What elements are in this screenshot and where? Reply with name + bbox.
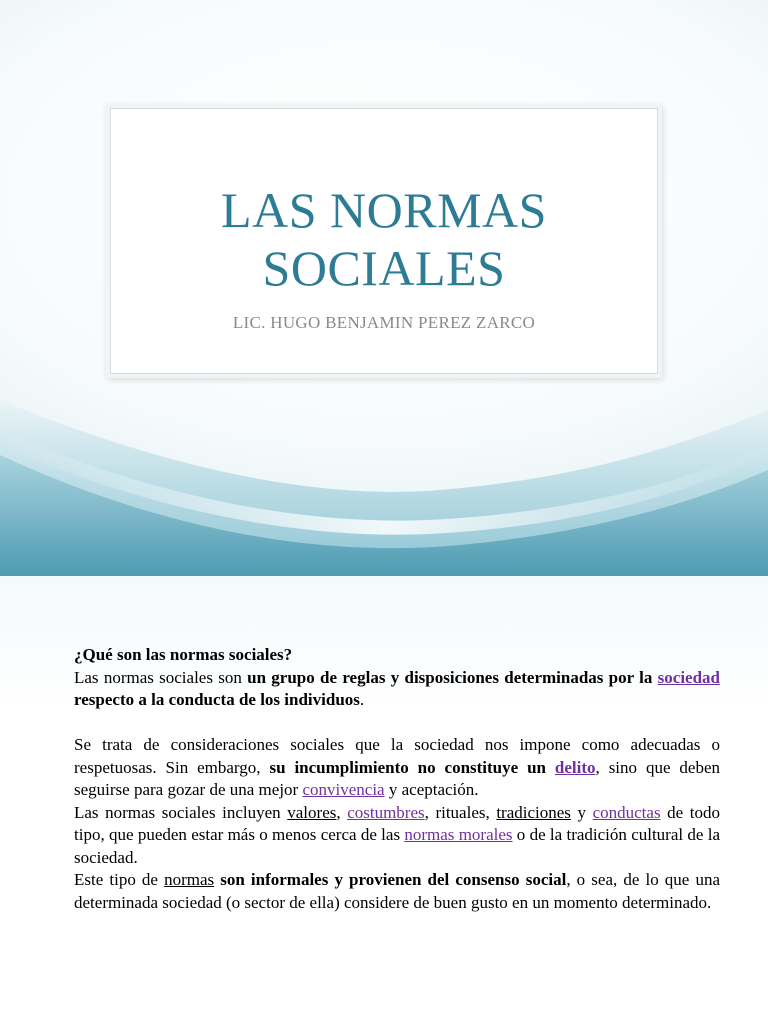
p3-text-a: Las normas sociales incluyen	[74, 802, 288, 822]
p4-text-a: Este tipo de	[74, 870, 165, 889]
presentation-subtitle: LIC. HUGO BENJAMIN PEREZ ZARCO	[232, 313, 536, 332]
p1-text-b: un grupo de reglas y disposiciones determinadas por la	[247, 667, 653, 687]
link-tradiciones[interactable]: tradiciones	[496, 802, 571, 822]
p2-text-b: su incumplimiento no constituye un	[269, 757, 555, 777]
p3-text-b: , rituales,	[424, 802, 497, 822]
p1-text-c: respecto a la conducta de los individuos	[74, 690, 360, 709]
content-heading: ¿Qué son las normas sociales?	[74, 645, 293, 664]
p3-text-d: o de la tradición cultural de la sociedad.	[74, 825, 721, 867]
paragraph-2	[74, 734, 720, 802]
p3-text-y: y	[570, 802, 593, 822]
title-line-1: LAS NORMAS	[221, 182, 547, 238]
p3-text-c: de todo tipo, que pueden estar más o menos cerca de las	[74, 802, 720, 844]
link-valores[interactable]: valores	[287, 802, 337, 822]
p2-text-a: Se trata de consideraciones sociales que la sociedad nos impone como adecuadas o respetuosas. Sin embargo,	[74, 735, 720, 777]
p4-text-b: son informales y provienen del consenso social	[220, 870, 567, 889]
title-box	[110, 108, 658, 374]
link-normas[interactable]: normas	[164, 870, 215, 889]
link-conductas[interactable]: conductas	[592, 802, 661, 822]
link-delito[interactable]: delito	[554, 757, 596, 777]
link-convivencia[interactable]: convivencia	[302, 780, 385, 799]
presentation-title	[111, 181, 657, 297]
p4-text-c: , o sea, de lo que una determinada sociedad (o sector de ella) considere de buen gusto en un momento determinado.	[74, 870, 721, 912]
p2-text-c: , sino que deben seguirse para gozar de una mejor	[74, 757, 720, 799]
link-normas-morales[interactable]: normas morales	[404, 825, 513, 844]
slide-content	[74, 644, 720, 914]
title-line-2: SOCIALES	[262, 240, 506, 296]
p3-comma-1: ,	[336, 802, 348, 822]
paragraph-4	[74, 869, 720, 914]
p1-text-d: .	[359, 690, 365, 709]
paragraph-3	[74, 802, 720, 870]
content-slide	[0, 576, 768, 1024]
link-sociedad[interactable]: sociedad	[657, 667, 720, 687]
p2-text-d: y aceptación.	[384, 780, 479, 799]
blank-line	[74, 712, 720, 735]
link-costumbres[interactable]: costumbres	[347, 802, 425, 822]
p1-text-a: Las normas sociales son	[74, 667, 248, 687]
paragraph-1	[74, 667, 720, 712]
